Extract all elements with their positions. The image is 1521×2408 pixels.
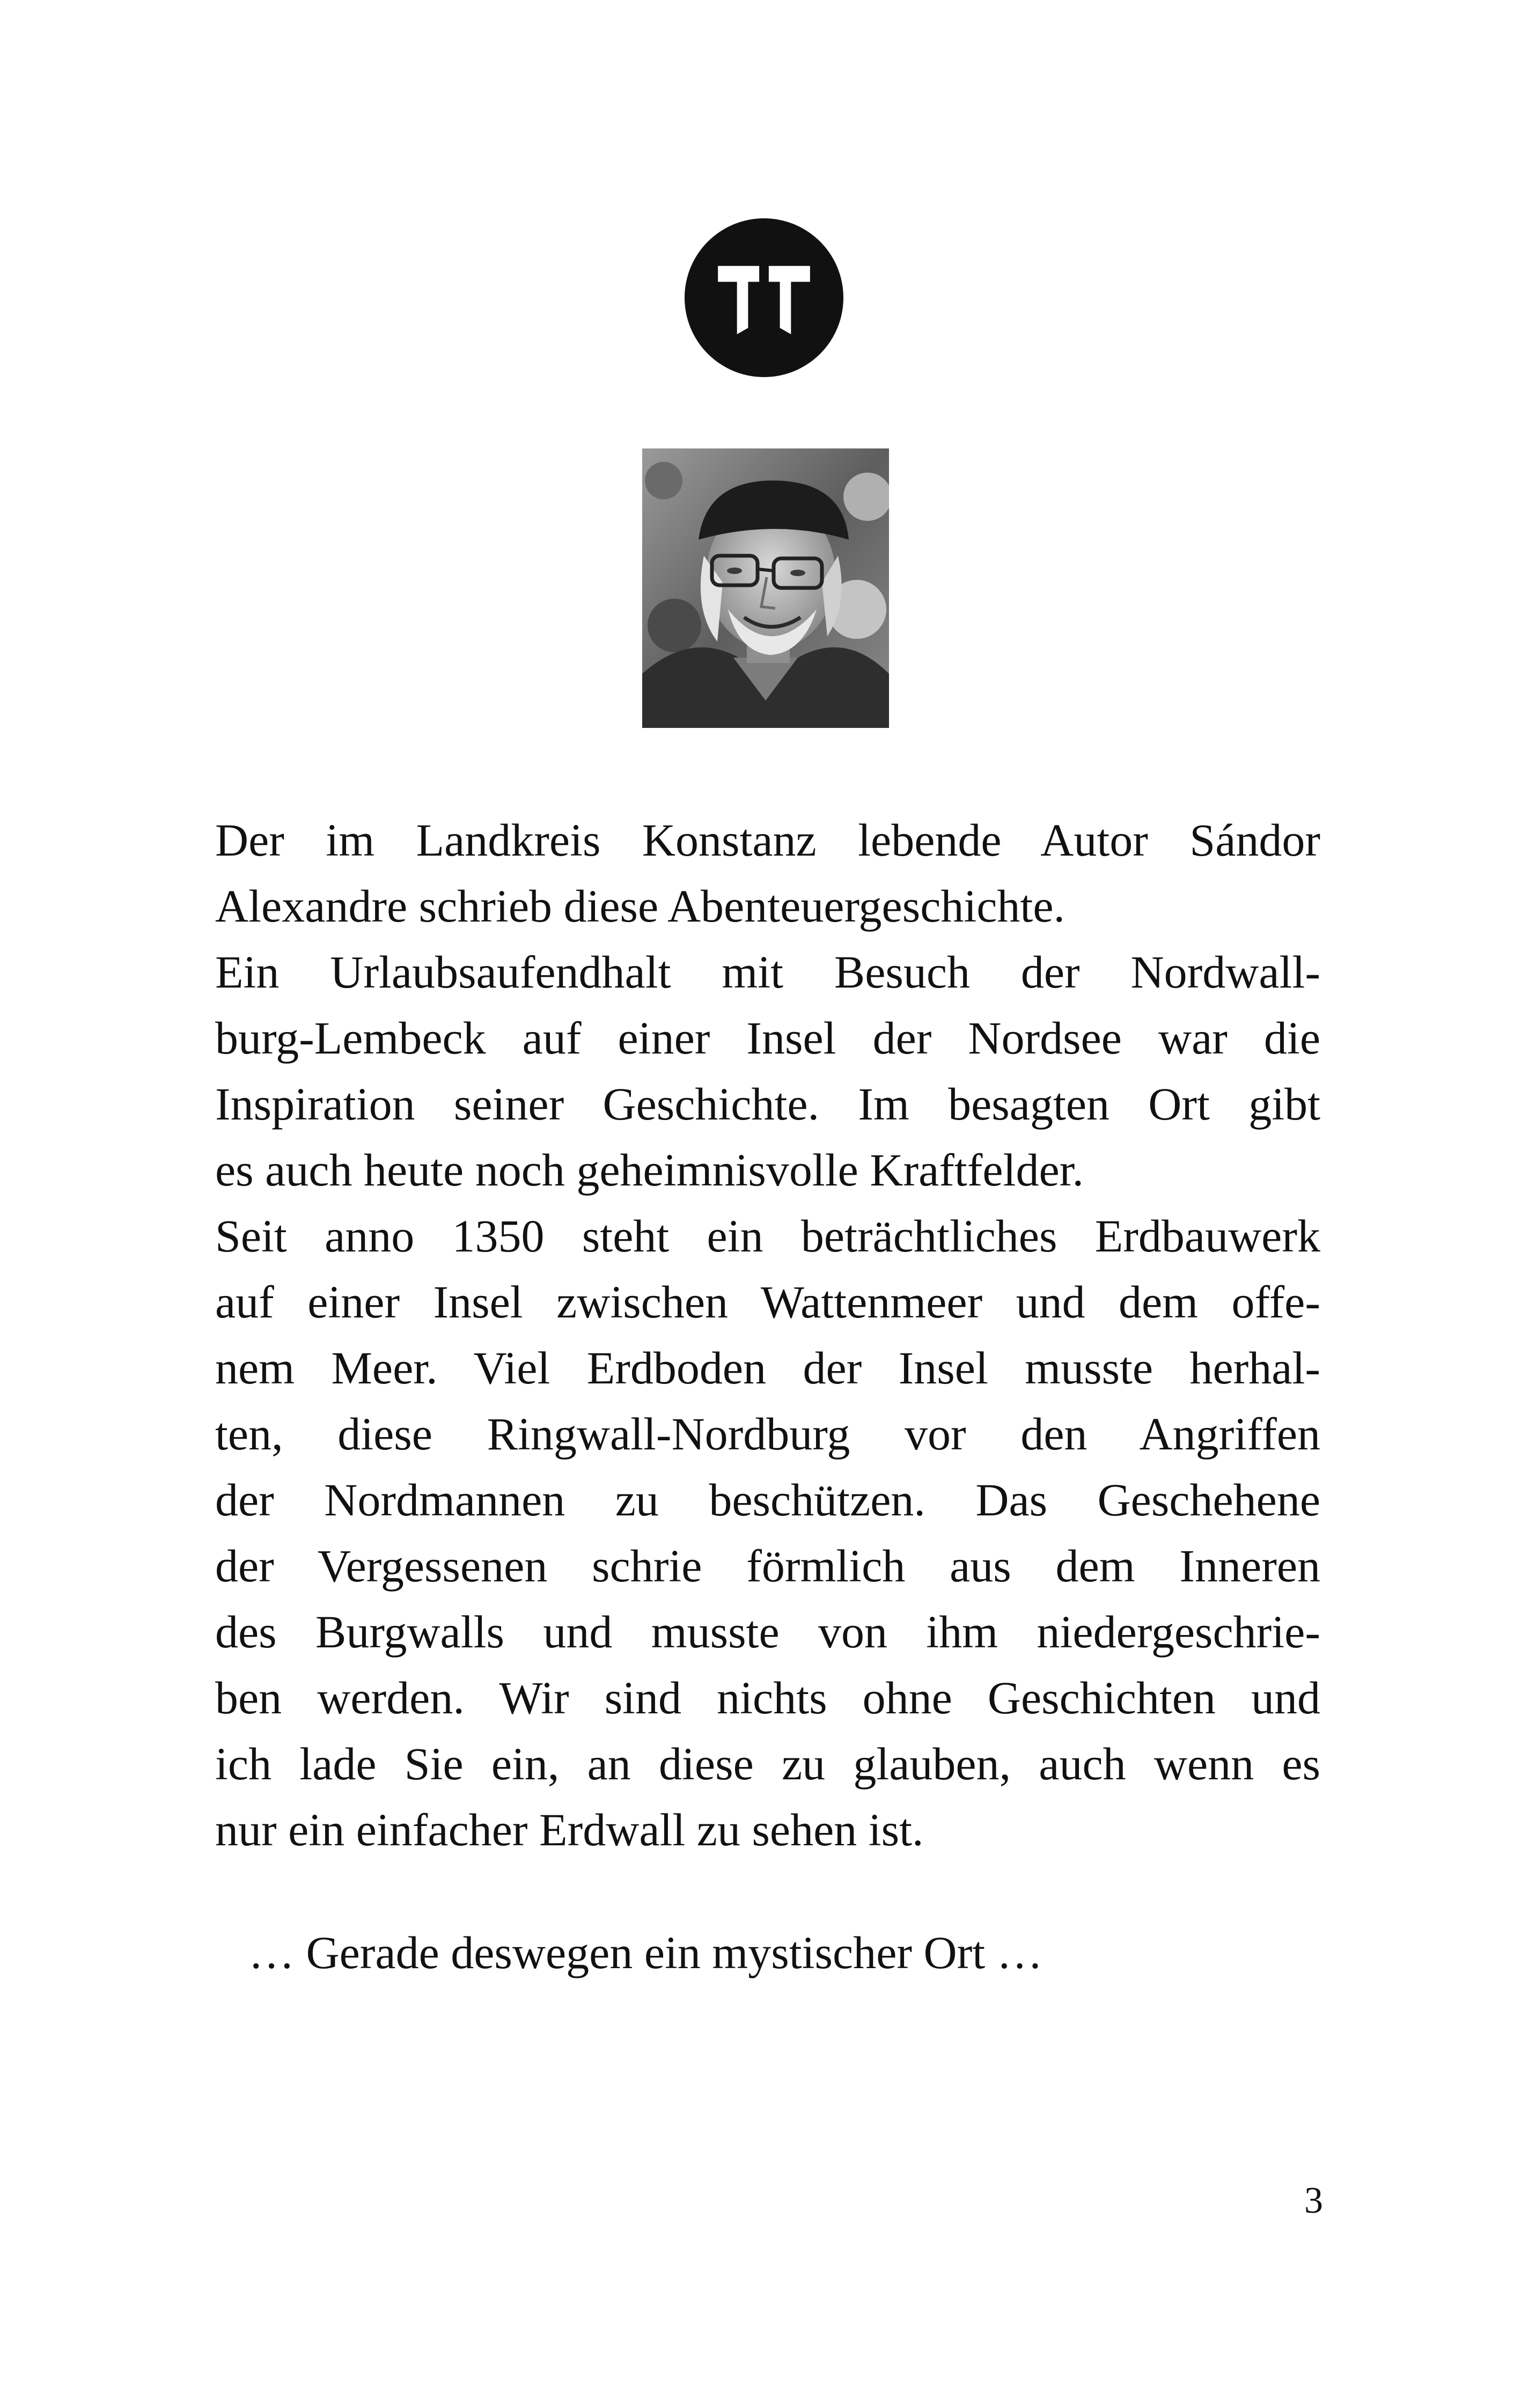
bio-line: ich lade Sie ein, an diese zu glauben, auch wenn es (215, 1738, 1320, 1790)
bio-line: des Burgwalls und musste von ihm niedergeschrie- (215, 1606, 1320, 1658)
bio-line: nem Meer. Viel Erdboden der Insel musste herhal- (215, 1342, 1320, 1394)
bio-line: Alexandre schrieb diese Abenteuergeschichte. (215, 880, 1065, 932)
bio-line: der Vergessenen schrie förmlich aus dem Inneren (215, 1540, 1320, 1592)
bio-line: nur ein einfacher Erdwall zu sehen ist. (215, 1804, 924, 1855)
page-number: 3 (1304, 2180, 1323, 2221)
bio-line: burg-Lembeck auf einer Insel der Nordsee war die (215, 1012, 1320, 1064)
author-photo (642, 448, 889, 728)
bio-line: Seit anno 1350 steht ein beträchtliches Erdbauwerk (215, 1210, 1320, 1262)
publisher-monogram-icon (685, 218, 843, 377)
bio-line: Ein Urlaubsaufendhalt mit Besuch der Nordwall- (215, 946, 1320, 998)
bio-line: Inspiration seiner Geschichte. Im besagten Ort gibt (215, 1078, 1320, 1130)
bio-line: es auch heute noch geheimnisvolle Kraftfelder. (215, 1144, 1084, 1196)
author-bio (215, 807, 1320, 1863)
tagline: … Gerade deswegen ein mystischer Ort … (248, 1927, 1043, 1978)
bio-line: ten, diese Ringwall-Nordburg vor den Angriffen (215, 1408, 1320, 1460)
bio-line: der Nordmannen zu beschützen. Das Geschehene (215, 1474, 1320, 1526)
author-portrait-icon (642, 448, 889, 728)
publisher-logo (685, 218, 843, 377)
bio-line: auf einer Insel zwischen Wattenmeer und dem offe- (215, 1276, 1320, 1328)
bio-line: Der im Landkreis Konstanz lebende Autor Sándor (215, 814, 1320, 866)
bio-line: ben werden. Wir sind nichts ohne Geschichten und (215, 1672, 1320, 1724)
